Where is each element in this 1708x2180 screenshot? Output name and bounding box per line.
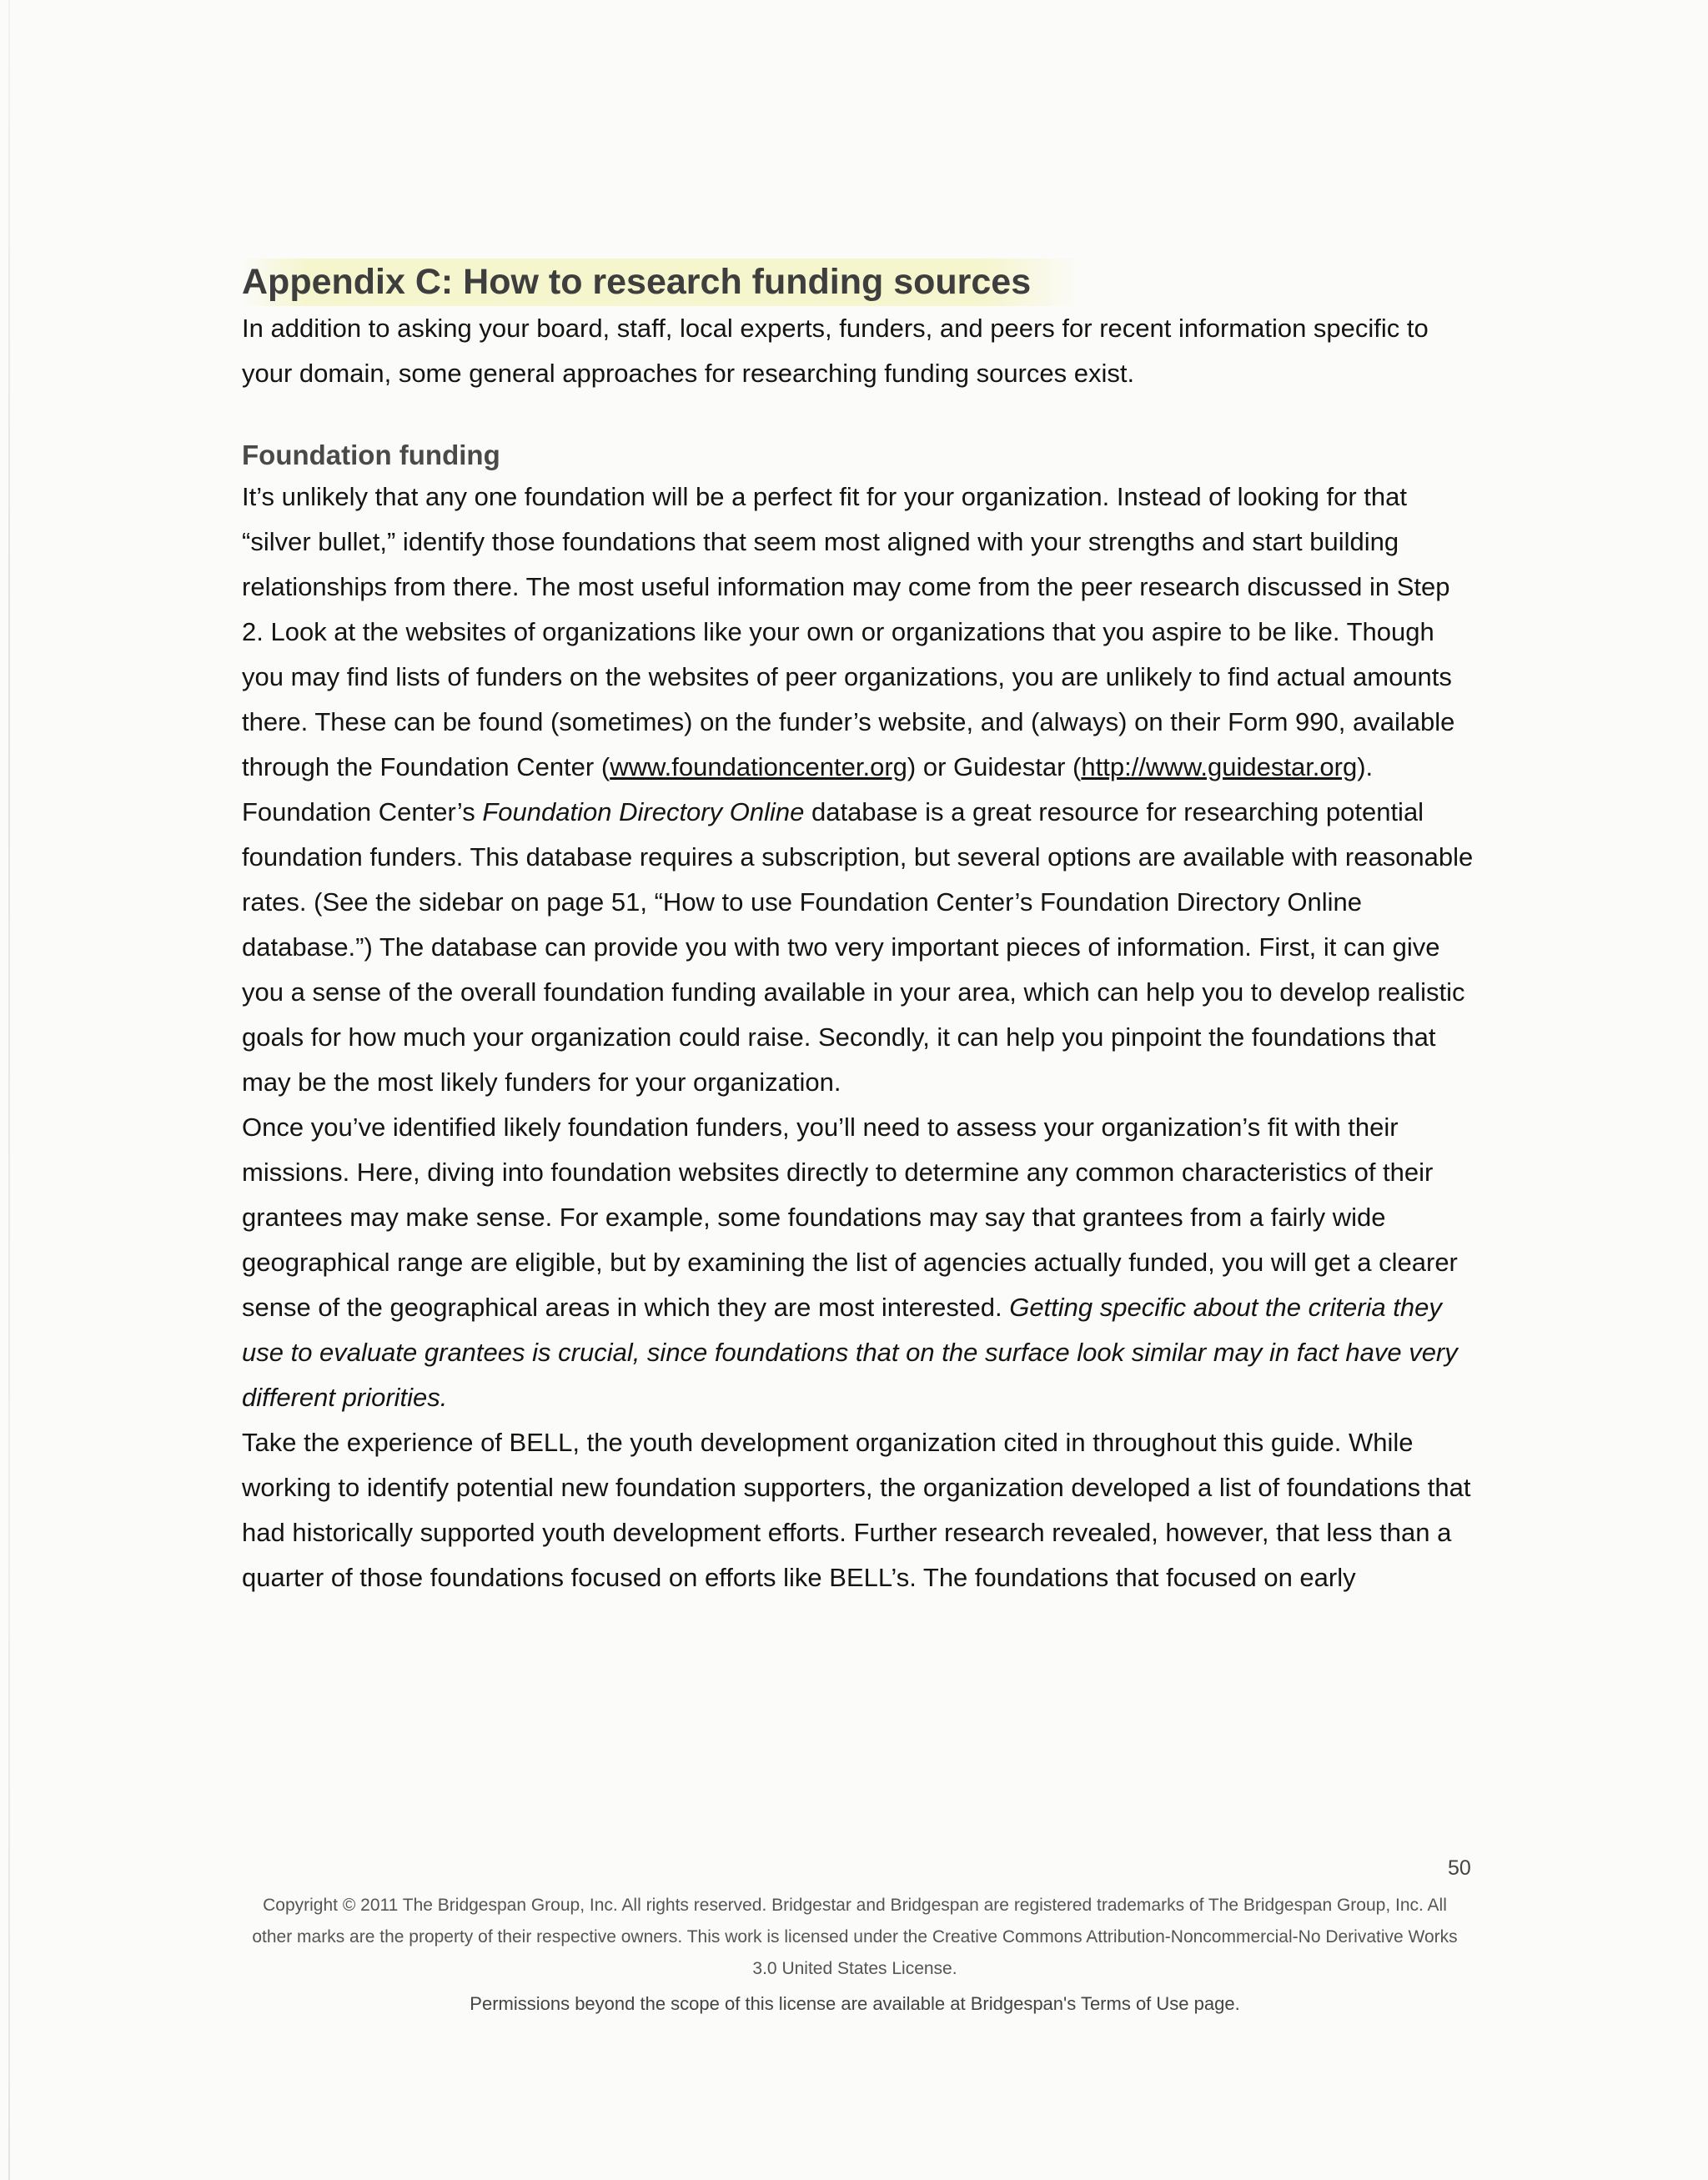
paragraph-1-text: It’s unlikely that any one foundation will be a perfect fit for your organization. Instead of looking for that “silver bullet,” identify those foundations that seem most aligned with your strengths and start building relationships from there. The most useful information may come from the peer research discussed in Step 2. Look at the websites of organizations like your own or organizations that you aspire to be like. Though you may find lists of funders on the websites of peer organizations, you are unlikely to find actual amounts there. These can be found (sometimes) on the funder’s website, and (always) on their Form 990, available through the Foundation Center ( <box>242 482 1455 781</box>
section-heading-foundation-funding: Foundation funding <box>242 440 500 470</box>
paragraph-1-end: ). <box>1357 752 1374 781</box>
paragraph-3 <box>242 1105 1476 1420</box>
page-title: Appendix C: How to research funding sources <box>240 259 1081 306</box>
guidestar-link[interactable]: http://www.guidestar.org <box>1081 752 1358 781</box>
paragraph-2-rest: database is a great resource for researching potential foundation funders. This database requires a subscription, but several options are available with reasonable rates. (See the sidebar on page 51, “How to use Foundation Center’s Foundation Directory Online database.”) The database can provide you with two very important pieces of information. First, it can give you a sense of the overall foundation funding available in your area, which can help you to develop realistic goals for how much your organization could raise. Secondly, it can help you pinpoint the foundations that may be the most likely funders for your organization. <box>242 797 1474 1097</box>
paragraph-2 <box>242 790 1476 1105</box>
copyright-footer: Copyright © 2011 The Bridgespan Group, Inc. All rights reserved. Bridgestar and Bridgespan are registered trademarks of The Bridgespan Group, Inc. All other marks are the property of their respective owners. This work is licensed under the Creative Commons Attribution-Noncommercial-No Derivative Works 3.0 United States License. <box>252 1896 1458 1978</box>
permissions-footer: Permissions beyond the scope of this license are available at Bridgespan's Terms of Use page. <box>470 1993 1240 2014</box>
paragraph-2-start: Foundation Center’s <box>242 797 483 826</box>
paragraph-2-italic: Foundation Directory Online <box>482 797 805 826</box>
paragraph-3-italic: Getting specific about the criteria they use to evaluate grantees is crucial, since foundations that on the surface look similar may in fact have very different priorities. <box>242 1293 1458 1412</box>
scan-edge-line <box>8 0 10 2180</box>
page-number: 50 <box>1448 1856 1471 1880</box>
paragraph-4: Take the experience of BELL, the youth development organization cited in throughout this guide. While working to identify potential new foundation supporters, the organization developed a list of foundations that had historically supported youth development efforts. Further research revealed, however, that less than a quarter of those foundations focused on efforts like BELL’s. The foundations that focused on early <box>242 1428 1471 1592</box>
foundationcenter-link[interactable]: www.foundationcenter.org <box>610 752 907 781</box>
paragraph-1-mid: ) or Guidestar ( <box>907 752 1082 781</box>
paragraph-3-text: Once you’ve identified likely foundation funders, you’ll need to assess your organization’s fit with their missions. Here, diving into foundation websites directly to determine any common characteristics of their grantees may make sense. For example, some foundations may say that grantees from a fairly wide geographical range are eligible, but by examining the list of agencies actually funded, you will get a clearer sense of the geographical areas in which they are most interested. <box>242 1113 1458 1322</box>
intro-paragraph: In addition to asking your board, staff, local experts, funders, and peers for recent information specific to your domain, some general approaches for researching funding sources exist. <box>242 314 1429 388</box>
paragraph-1 <box>242 475 1476 790</box>
main-content <box>242 259 1476 1600</box>
